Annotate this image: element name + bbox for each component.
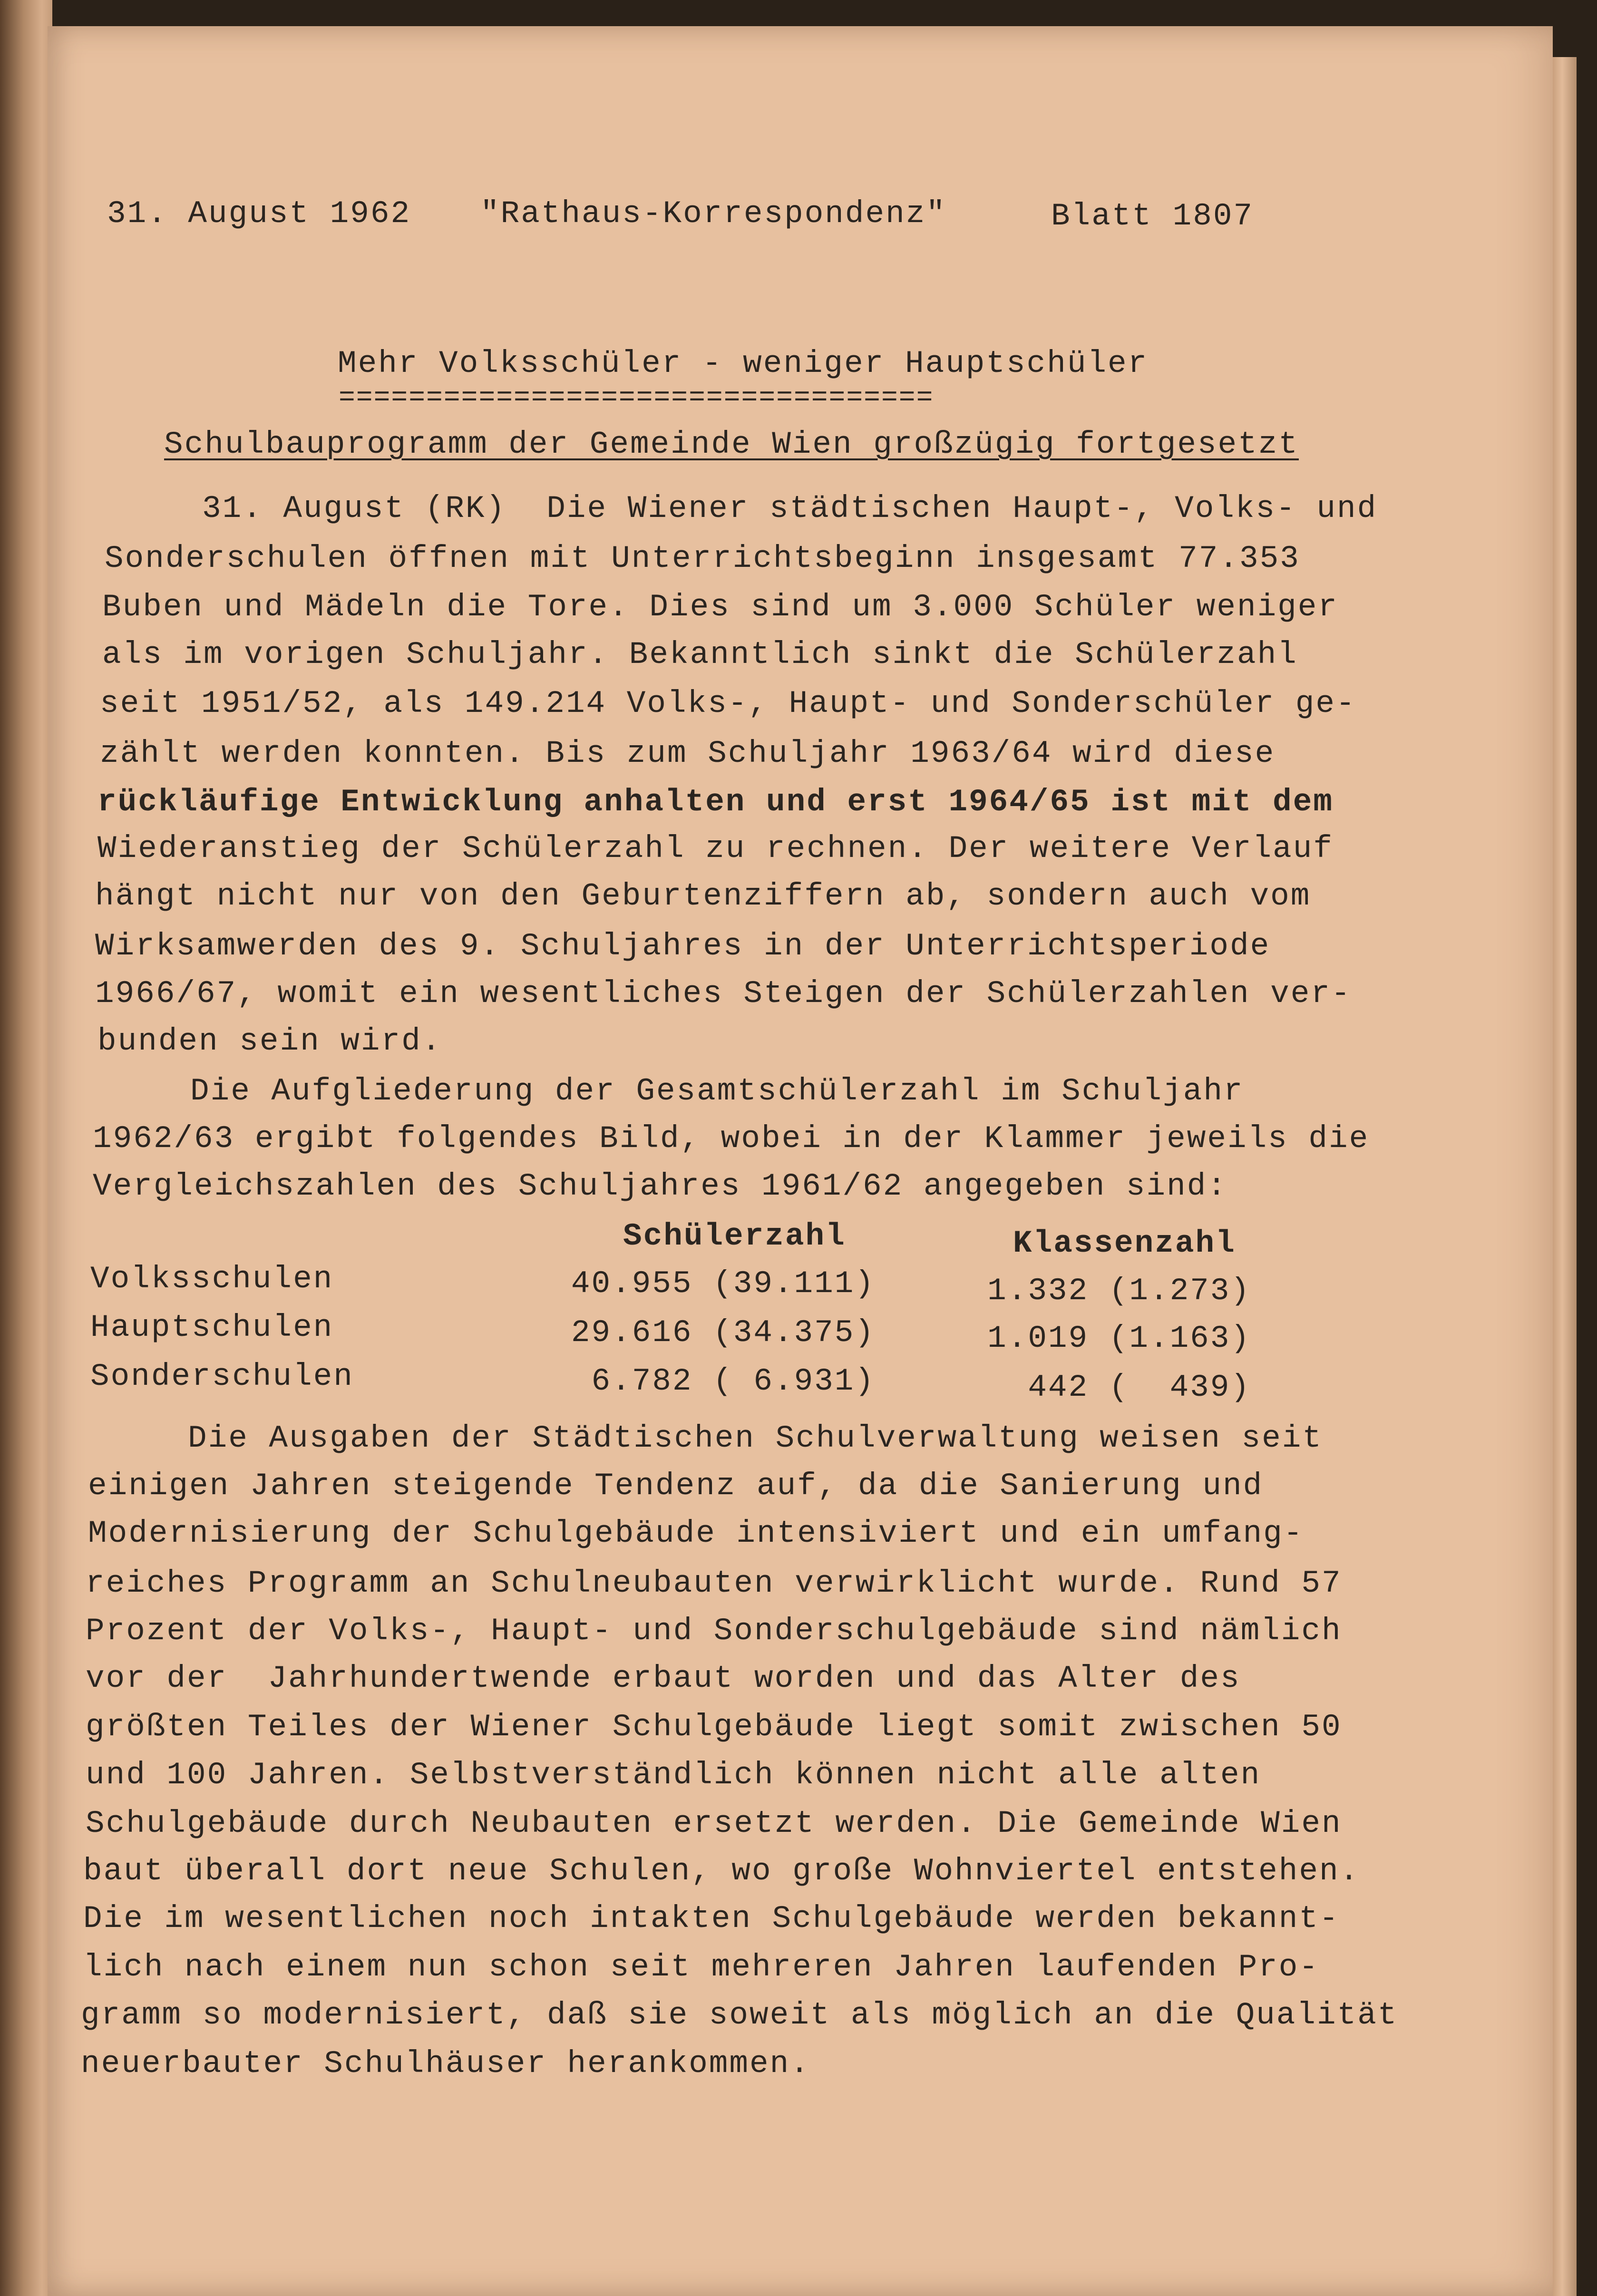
- paragraph-1-line: 31. August (RK) Die Wiener städtischen Haupt-, Volks- und: [202, 491, 1378, 526]
- paragraph-3-line: Schulgebäude durch Neubauten ersetzt werden. Die Gemeinde Wien: [86, 1806, 1342, 1841]
- headline-separator: ==================================: [339, 383, 934, 414]
- table-row-label: Volksschulen: [90, 1261, 334, 1297]
- table-row-classes: 442 ( 439): [1028, 1370, 1251, 1405]
- paragraph-2-line: 1962/63 ergibt folgendes Bild, wobei in der Klammer jeweils die: [93, 1121, 1370, 1157]
- paragraph-1-line: rückläufige Entwicklung anhalten und erst 1964/65 ist mit dem: [97, 784, 1334, 820]
- paragraph-1-line: 1966/67, womit ein wesentliches Steigen der Schülerzahlen ver-: [95, 976, 1352, 1012]
- paragraph-3-line: vor der Jahrhundertwende erbaut worden und das Alter des: [86, 1661, 1241, 1696]
- paragraph-1-line: Wirksamwerden des 9. Schuljahres in der Unterrichtsperiode: [95, 928, 1271, 964]
- paragraph-1-line: Wiederanstieg der Schülerzahl zu rechnen. Der weitere Verlauf: [97, 831, 1334, 866]
- table-row-students: 29.616 (34.375): [571, 1315, 875, 1351]
- paragraph-3-line: reiches Programm an Schulneubauten verwirklicht wurde. Rund 57: [86, 1566, 1342, 1601]
- table-row-label: Hauptschulen: [90, 1310, 334, 1345]
- header-date: 31. August 1962: [107, 196, 411, 232]
- paragraph-1-line: Buben und Mädeln die Tore. Dies sind um 3.000 Schüler weniger: [102, 589, 1338, 625]
- paragraph-3-line: einigen Jahren steigende Tendenz auf, da die Sanierung und: [88, 1468, 1264, 1504]
- table-header-students: Schülerzahl: [623, 1218, 846, 1254]
- paragraph-1-line: zählt werden konnten. Bis zum Schuljahr 1963/64 wird diese: [100, 736, 1276, 771]
- paragraph-1-line: seit 1951/52, als 149.214 Volks-, Haupt- und Sonderschüler ge-: [100, 686, 1356, 721]
- paragraph-3-line: baut überall dort neue Schulen, wo große Wohnviertel entstehen.: [83, 1853, 1360, 1889]
- paragraph-1-line: als im vorigen Schuljahr. Bekanntlich sinkt die Schülerzahl: [102, 637, 1298, 672]
- paragraph-1-line: Sonderschulen öffnen mit Unterrichtsbeginn insgesamt 77.353: [105, 541, 1300, 576]
- header-publication: "Rathaus-Korrespondenz": [480, 196, 946, 232]
- paragraph-1-line: bunden sein wird.: [97, 1023, 442, 1059]
- table-header-classes: Klassenzahl: [1013, 1226, 1236, 1261]
- page-stack-edge: [1553, 57, 1577, 2296]
- table-row-students: 6.782 ( 6.931): [591, 1363, 875, 1399]
- paragraph-3-line: lich nach einem nun schon seit mehreren Jahren laufenden Pro-: [83, 1949, 1319, 1985]
- previous-page-edge: [0, 0, 52, 2296]
- paragraph-3-line: neuerbauter Schulhäuser herankommen.: [81, 2046, 810, 2082]
- table-row-classes: 1.332 (1.273): [987, 1273, 1251, 1309]
- paragraph-3-line: größten Teiles der Wiener Schulgebäude liegt somit zwischen 50: [86, 1709, 1342, 1745]
- subheadline: Schulbauprogramm der Gemeinde Wien großzügig fortgesetzt: [164, 427, 1299, 462]
- paragraph-3-line: Die Ausgaben der Städtischen Schulverwaltung weisen seit: [188, 1420, 1323, 1456]
- paragraph-2-line: Vergleichszahlen des Schuljahres 1961/62 angegeben sind:: [93, 1168, 1227, 1204]
- table-row-label: Sonderschulen: [90, 1359, 354, 1394]
- paragraph-2-line: Die Aufgliederung der Gesamtschülerzahl im Schuljahr: [190, 1073, 1244, 1109]
- paragraph-3-line: gramm so modernisiert, daß sie soweit als möglich an die Qualität: [81, 1997, 1398, 2033]
- paragraph-3-line: Modernisierung der Schulgebäude intensiviert und ein umfang-: [88, 1516, 1304, 1551]
- headline: Mehr Volksschüler - weniger Hauptschüler: [338, 346, 1149, 381]
- paragraph-1-line: hängt nicht nur von den Geburtenziffern ab, sondern auch vom: [95, 878, 1311, 914]
- paragraph-3-line: Prozent der Volks-, Haupt- und Sonderschulgebäude sind nämlich: [86, 1613, 1342, 1649]
- header-sheet-number: Blatt 1807: [1051, 198, 1254, 234]
- paragraph-3-line: und 100 Jahren. Selbstverständlich können nicht alle alten: [86, 1757, 1261, 1793]
- paragraph-3-line: Die im wesentlichen noch intakten Schulgebäude werden bekannt-: [83, 1901, 1340, 1936]
- table-row-classes: 1.019 (1.163): [987, 1321, 1251, 1356]
- table-row-students: 40.955 (39.111): [571, 1266, 875, 1302]
